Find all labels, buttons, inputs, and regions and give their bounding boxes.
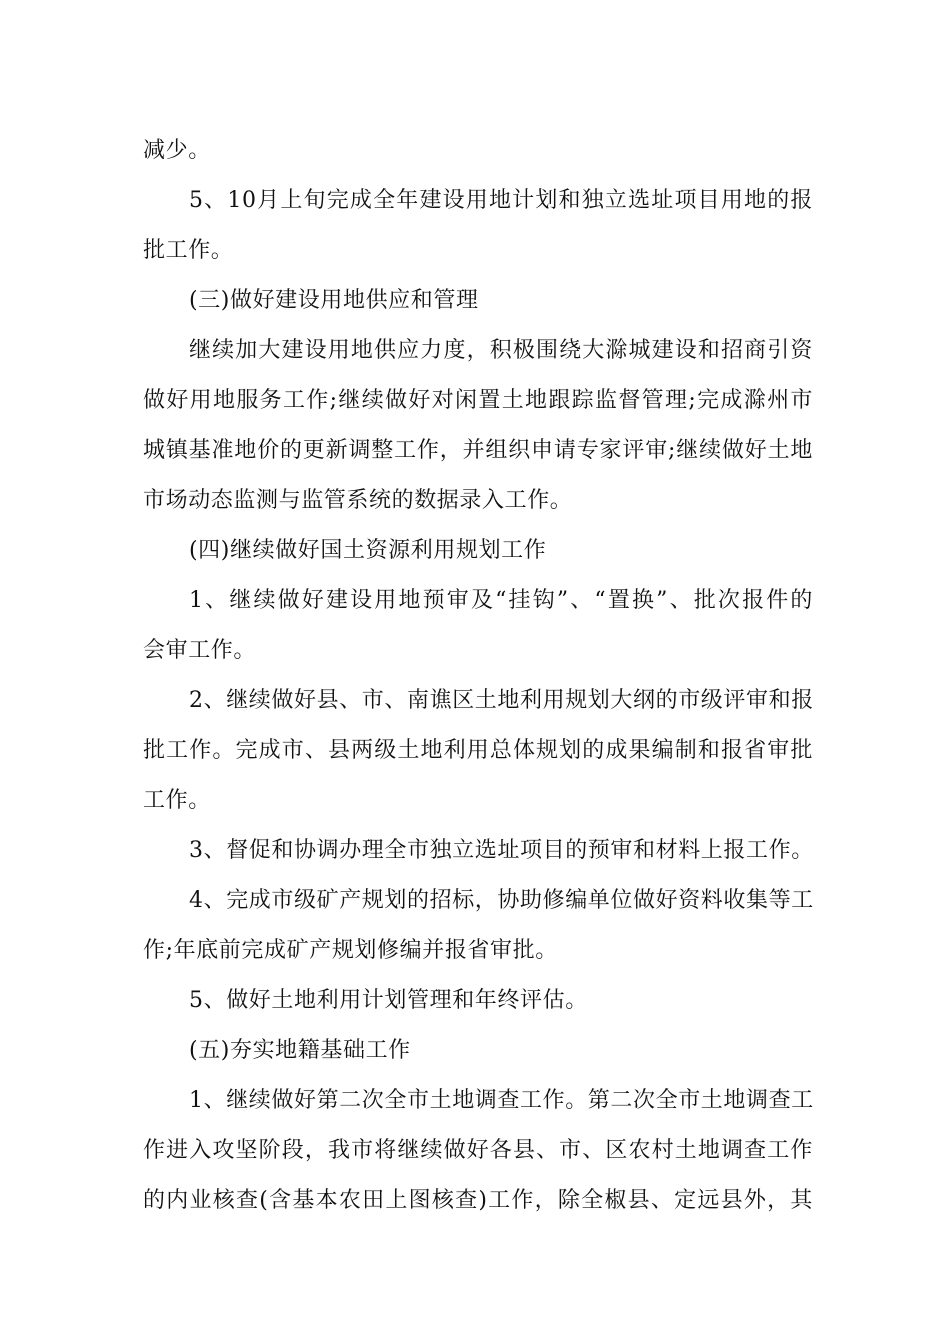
text-line: 减少。 <box>143 138 211 163</box>
text-line: 批工作。 <box>143 238 234 263</box>
text-line: 3、督促和协调办理全市独立选址项目的预审和材料上报工作。 <box>189 838 814 863</box>
text-line: 2、继续做好县、市、南谯区土地利用规划大纲的市级评审和报 <box>189 688 814 713</box>
text-line: 4、完成市级矿产规划的招标，协助修编单位做好资料收集等工 <box>189 888 814 913</box>
text-line: 工作。 <box>143 788 211 813</box>
section-heading: (五)夯实地籍基础工作 <box>189 1038 411 1063</box>
text-line: 1、继续做好建设用地预审及“挂钩”、“置换”、批次报件的 <box>189 588 813 613</box>
section-heading: (三)做好建设用地供应和管理 <box>189 288 479 313</box>
text-line: 批工作。完成市、县两级土地利用总体规划的成果编制和报省审批 <box>143 738 813 763</box>
text-line: 做好用地服务工作;继续做好对闲置土地跟踪监督管理;完成滁州市 <box>143 388 813 413</box>
text-line: 市场动态监测与监管系统的数据录入工作。 <box>143 488 573 513</box>
text-line: 作进入攻坚阶段，我市将继续做好各县、市、区农村土地调查工作 <box>143 1138 813 1163</box>
text-line: 1、继续做好第二次全市土地调查工作。第二次全市土地调查工 <box>189 1088 814 1113</box>
text-line: 5、10月上旬完成全年建设用地计划和独立选址项目用地的报 <box>189 188 813 213</box>
text-line: 会审工作。 <box>143 638 257 663</box>
text-line: 5、做好土地利用计划管理和年终评估。 <box>189 988 588 1013</box>
section-heading: (四)继续做好国土资源利用规划工作 <box>189 538 547 563</box>
text-line: 作;年底前完成矿产规划修编并报省审批。 <box>143 938 558 963</box>
text-line: 继续加大建设用地供应力度，积极围绕大滁城建设和招商引资 <box>189 338 813 363</box>
text-line: 城镇基准地价的更新调整工作，并组织申请专家评审;继续做好土地 <box>143 438 813 463</box>
text-line: 的内业核查(含基本农田上图核查)工作，除全椒县、定远县外，其 <box>143 1188 813 1213</box>
